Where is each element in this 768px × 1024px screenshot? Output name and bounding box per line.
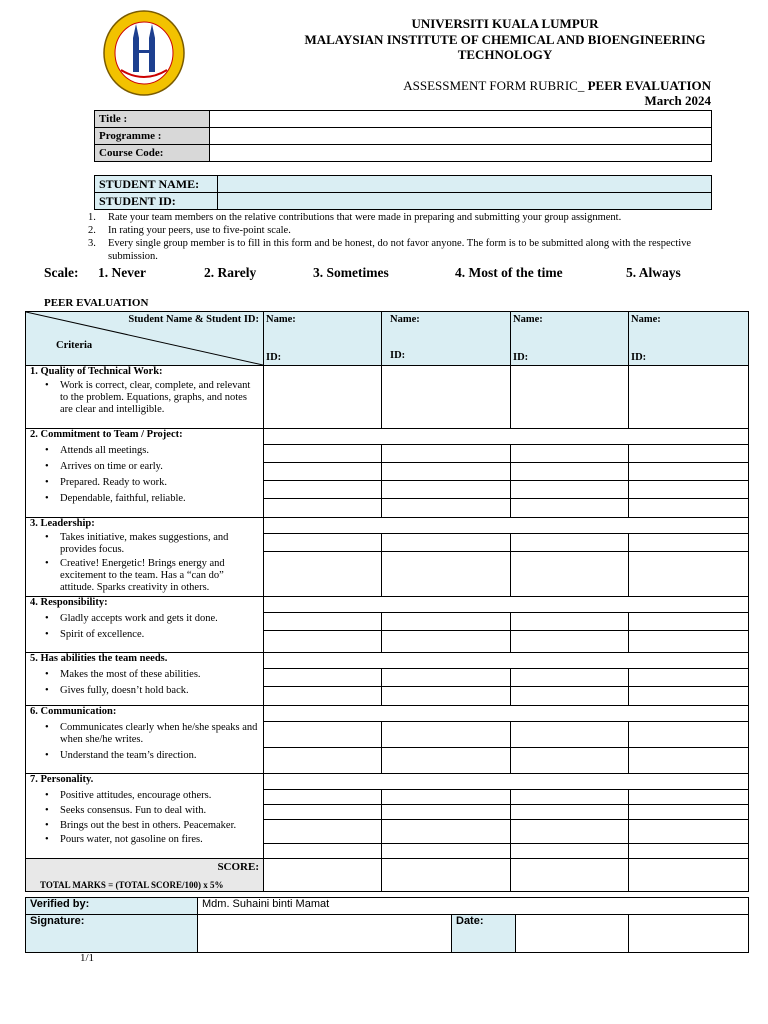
score-cell[interactable] — [629, 748, 749, 774]
score-cell[interactable] — [511, 748, 629, 774]
score-cell[interactable] — [511, 805, 629, 820]
member-2-header[interactable]: Name: ID: — [382, 312, 511, 366]
student-name-label: STUDENT NAME: — [95, 176, 218, 193]
criteria-cell: 6. Communication: • Communicates clearly when he/she speaks and when she/he writes. • Understand the team’s direction. — [26, 706, 264, 774]
score-cell[interactable] — [629, 613, 749, 631]
score-cell[interactable] — [629, 481, 749, 499]
score-cell[interactable] — [511, 687, 629, 706]
score-cell[interactable] — [382, 805, 511, 820]
score-cell[interactable] — [382, 631, 511, 653]
score-cell[interactable] — [264, 722, 382, 748]
score-cell[interactable] — [511, 844, 629, 859]
score-cell[interactable] — [629, 534, 749, 552]
signature-label: Signature: — [26, 915, 198, 953]
score-cell[interactable] — [629, 805, 749, 820]
criteria-row — [26, 429, 749, 445]
section-spacer — [264, 429, 749, 445]
section-spacer — [264, 774, 749, 790]
score-cell[interactable] — [264, 534, 382, 552]
score-cell[interactable] — [629, 844, 749, 859]
score-cell[interactable] — [511, 631, 629, 653]
criteria-cell: 2. Commitment to Team / Project: • Attends all meetings. • Arrives on time or early. • Prepared. Ready to work. • Dependable, faithful, reliable. — [26, 429, 264, 518]
score-cell[interactable] — [264, 631, 382, 653]
score-cell[interactable] — [511, 669, 629, 687]
form-name: PEER EVALUATION — [584, 78, 711, 93]
score-cell[interactable] — [382, 790, 511, 805]
score-cell[interactable] — [382, 820, 511, 844]
criteria-row — [26, 366, 749, 429]
score-cell[interactable] — [511, 463, 629, 481]
student-id-label: STUDENT ID: — [95, 193, 218, 210]
verification-table — [25, 897, 749, 953]
score-cell[interactable] — [264, 805, 382, 820]
score-cell[interactable] — [382, 613, 511, 631]
section-spacer — [264, 706, 749, 722]
table-header-row — [26, 312, 749, 366]
score-cell[interactable] — [511, 534, 629, 552]
total-score-cell[interactable] — [382, 859, 511, 892]
criteria-row — [26, 653, 749, 669]
score-cell[interactable] — [382, 534, 511, 552]
score-cell[interactable] — [382, 844, 511, 859]
date-field[interactable] — [516, 915, 629, 953]
score-cell[interactable] — [511, 613, 629, 631]
criteria-cell: 5. Has abilities the team needs. • Makes the most of these abilities. • Gives fully, doesn’t hold back. — [26, 653, 264, 706]
score-cell[interactable] — [629, 463, 749, 481]
score-cell[interactable] — [629, 631, 749, 653]
scale-sometimes: 3. Sometimes — [313, 265, 389, 280]
score-cell[interactable] — [382, 366, 511, 429]
score-cell[interactable] — [382, 687, 511, 706]
score-cell[interactable] — [264, 790, 382, 805]
course-code-label: Course Code: — [95, 145, 210, 162]
verified-by-value: Mdm. Suhaini binti Mamat — [198, 898, 749, 915]
score-cell[interactable] — [264, 552, 382, 597]
score-cell[interactable] — [382, 669, 511, 687]
section-spacer — [264, 597, 749, 613]
total-score-cell[interactable] — [511, 859, 629, 892]
score-cell[interactable] — [382, 722, 511, 748]
criteria-row — [26, 597, 749, 613]
student-id-field[interactable] — [218, 193, 712, 210]
criteria-cell: 1. Quality of Technical Work: • Work is correct, clear, complete, and relevant to the problem. Equations, graphs, and notes are clear and intelligible. — [26, 366, 264, 429]
member-1-header[interactable]: Name: ID: — [264, 312, 382, 366]
score-cell[interactable] — [511, 366, 629, 429]
student-name-field[interactable] — [218, 176, 712, 193]
scale-always: 5. Always — [626, 265, 681, 280]
score-label: SCORE: — [217, 861, 259, 873]
score-cell[interactable] — [629, 820, 749, 844]
institute-name-cont: TECHNOLOGY — [457, 47, 553, 62]
programme-field[interactable] — [210, 128, 712, 145]
criteria-row — [26, 774, 749, 790]
score-cell[interactable] — [511, 445, 629, 463]
form-title — [403, 78, 711, 108]
instruction-2: 2. In rating your peers, use to five-point scale. — [88, 225, 291, 236]
verified-by-label: Verified by: — [26, 898, 198, 915]
total-score-cell[interactable] — [629, 859, 749, 892]
section-spacer — [264, 518, 749, 534]
course-code-field[interactable] — [210, 145, 712, 162]
score-cell[interactable] — [511, 820, 629, 844]
score-cell[interactable] — [382, 445, 511, 463]
corner-bottom-label: Criteria — [56, 340, 93, 351]
date-field-extra[interactable] — [629, 915, 749, 953]
form-date: March 2024 — [644, 93, 711, 108]
total-marks-label: TOTAL MARKS = (TOTAL SCORE/100) x 5% — [40, 880, 224, 890]
peer-evaluation-label: PEER EVALUATION — [44, 297, 149, 309]
corner-cell — [26, 312, 264, 366]
scale-rarely: 2. Rarely — [204, 265, 257, 280]
score-cell[interactable] — [264, 366, 382, 429]
total-score-cell[interactable] — [264, 859, 382, 892]
score-cell[interactable] — [264, 481, 382, 499]
criteria-cell: 7. Personality. • Positive attitudes, encourage others. • Seeks consensus. Fun to deal with. • Brings out the best in others. Peacemaker. • Pours water, not gasoline on fires. — [26, 774, 264, 859]
score-cell[interactable] — [264, 445, 382, 463]
criteria-cell: 3. Leadership: • Takes initiative, makes suggestions, and provides focus. • Creative! Energetic! Brings energy and excitement to the team. Has a “can do” attitude. Sparks creativity in others. — [26, 518, 264, 597]
score-row — [26, 859, 749, 892]
signature-field[interactable] — [198, 915, 452, 953]
score-cell[interactable] — [382, 463, 511, 481]
score-cell[interactable] — [264, 820, 382, 844]
score-cell[interactable] — [511, 722, 629, 748]
university-logo — [103, 10, 185, 96]
programme-label: Programme : — [95, 128, 210, 145]
member-4-header[interactable]: Name: ID: — [629, 312, 749, 366]
institute-name: MALAYSIAN INSTITUTE OF CHEMICAL AND BIOENGINEERING — [304, 32, 706, 47]
score-cell[interactable] — [629, 722, 749, 748]
score-cell[interactable] — [264, 463, 382, 481]
title-label: Title : — [95, 111, 210, 128]
criteria-cell: 4. Responsibility: • Gladly accepts work and gets it done. • Spirit of excellence. — [26, 597, 264, 653]
title-field[interactable] — [210, 111, 712, 128]
instruction-3: 3. Every single group member is to fill in this form and be honest, do not favor anyone. The form is to be submitted along with the respective submission. — [88, 238, 692, 262]
form-prefix: ASSESSMENT FORM RUBRIC_ — [403, 78, 585, 93]
section-spacer — [264, 653, 749, 669]
university-name: UNIVERSITI KUALA LUMPUR — [411, 16, 599, 31]
scale-never: 1. Never — [98, 265, 146, 280]
score-cell[interactable] — [382, 552, 511, 597]
student-info-table — [94, 175, 712, 210]
instructions — [88, 211, 718, 263]
peer-evaluation-table — [25, 311, 749, 892]
criteria-row — [26, 518, 749, 534]
score-cell[interactable] — [511, 790, 629, 805]
score-cell[interactable] — [629, 445, 749, 463]
score-cell[interactable] — [629, 552, 749, 597]
score-cell[interactable] — [382, 481, 511, 499]
score-cell[interactable] — [264, 748, 382, 774]
score-cell[interactable] — [264, 669, 382, 687]
score-cell[interactable] — [629, 499, 749, 518]
criteria-row — [26, 706, 749, 722]
score-label-cell — [26, 859, 264, 892]
score-cell[interactable] — [382, 499, 511, 518]
page-number: 1/1 — [80, 952, 95, 964]
instruction-1: 1. Rate your team members on the relative contributions that were made in preparing and submitting your group assignment. — [88, 212, 622, 223]
course-info-table — [94, 110, 712, 162]
member-3-header[interactable]: Name: ID: — [511, 312, 629, 366]
date-label: Date: — [452, 915, 516, 953]
score-cell[interactable] — [629, 366, 749, 429]
score-cell[interactable] — [629, 687, 749, 706]
score-cell[interactable] — [382, 748, 511, 774]
score-cell[interactable] — [511, 552, 629, 597]
corner-top-label: Student Name & Student ID: — [128, 314, 259, 325]
scale-label: Scale: — [44, 265, 79, 280]
score-cell[interactable] — [629, 790, 749, 805]
score-cell[interactable] — [511, 481, 629, 499]
score-cell[interactable] — [264, 613, 382, 631]
score-cell[interactable] — [511, 499, 629, 518]
score-cell[interactable] — [264, 499, 382, 518]
score-cell[interactable] — [629, 669, 749, 687]
score-cell[interactable] — [264, 687, 382, 706]
scale-most: 4. Most of the time — [455, 265, 563, 280]
score-cell[interactable] — [264, 844, 382, 859]
